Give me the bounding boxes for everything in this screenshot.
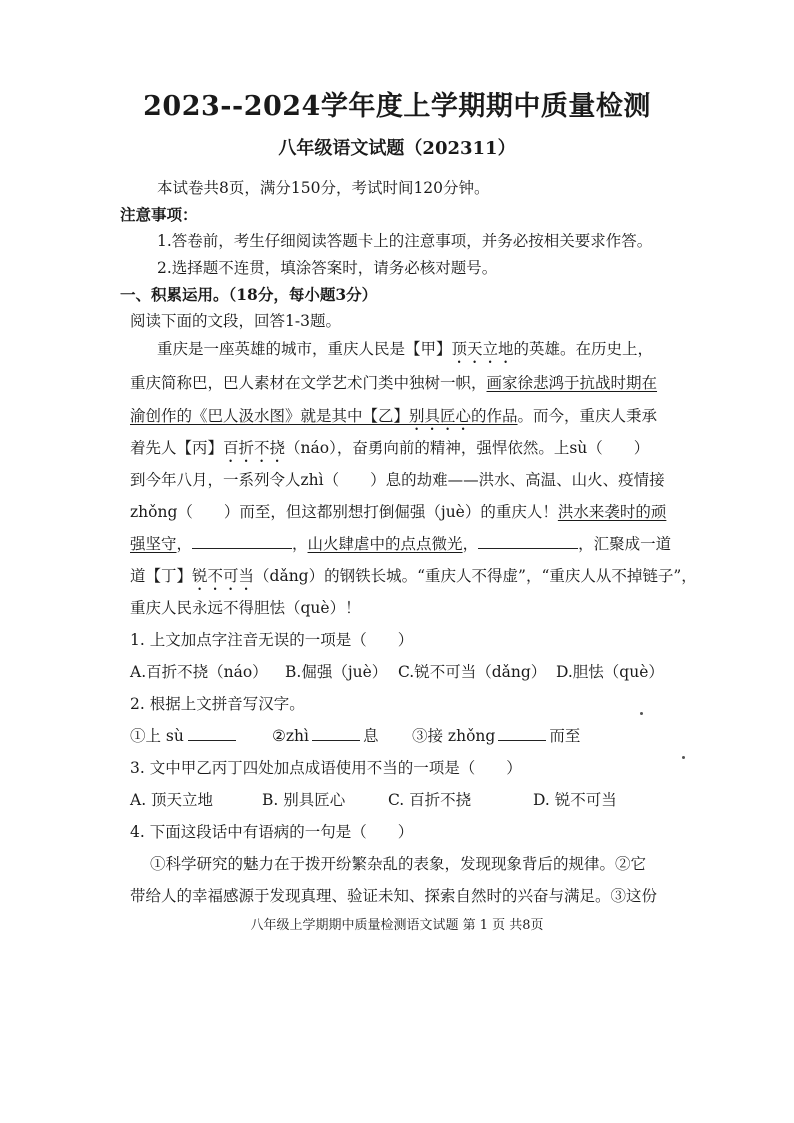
question-3-stem: 3. 文中甲乙丙丁四处加点成语使用不当的一项是（ ） xyxy=(130,759,522,777)
passage-line-4 xyxy=(130,436,649,466)
underlined-text: 画家徐悲鸿于抗战时期在 xyxy=(486,374,658,392)
question-3-option-a[interactable]: A. 顶天立地 xyxy=(130,791,214,809)
question-1-stem: 1. 上文加点字注音无误的一项是（ ） xyxy=(130,631,414,649)
passage-text: 的英雄。在历史上， xyxy=(513,340,654,358)
question-2-item-1 xyxy=(130,724,236,746)
idiom-yi: 别具匠心 xyxy=(409,407,472,425)
question-3-option-d[interactable]: D. 锐不可当 xyxy=(533,791,617,809)
passage-line-5: 到今年八月，一系列令人zhì（ ）息的劫难——洪水、高温、山火、疫情接 xyxy=(130,471,665,489)
idiom-jia: 顶天立地 xyxy=(451,340,514,358)
question-2-blank-3[interactable] xyxy=(498,725,546,742)
question-3-option-b[interactable]: B. 别具匠心 xyxy=(262,791,346,809)
idiom-ding: 锐不可当 xyxy=(192,567,255,585)
passage-text: 。而今，重庆人秉承 xyxy=(517,407,658,425)
question-4-line-1: ①科学研究的魅力在于拨开纷繁杂乱的表象，发现现象背后的规律。②它 xyxy=(150,855,647,873)
question-4-stem: 4. 下面这段话中有语病的一句是（ ） xyxy=(130,823,414,841)
underlined-text: 强坚守 xyxy=(130,535,177,553)
exam-title: 2023--2024学年度上学期期中质量检测 xyxy=(143,91,651,122)
idiom-bing: 百折不挠 xyxy=(223,439,286,457)
passage-text: （náo），奋勇向前的精神，强悍依然。上sù（ ） xyxy=(285,439,650,457)
question-1-option-d[interactable]: D.胆怯（què） xyxy=(556,663,664,681)
question-2-label: 息 xyxy=(363,727,379,745)
question-2-label: ③接 zhǒng xyxy=(412,727,496,745)
question-2-blank-2[interactable] xyxy=(312,725,360,742)
passage-text: 着先人【丙】 xyxy=(130,439,224,457)
passage-text: 道【丁】 xyxy=(130,567,193,585)
passage-line-1 xyxy=(157,337,653,367)
fill-blank-2[interactable] xyxy=(478,533,578,550)
passage-line-2 xyxy=(130,371,657,393)
fill-blank-1[interactable] xyxy=(192,533,292,550)
question-2-label: ②zhì xyxy=(272,727,310,745)
scan-speck xyxy=(682,756,685,759)
passage-line-9: 重庆人民永远不得胆怯（què）！ xyxy=(130,599,361,617)
question-1-option-b[interactable]: B.倔强（juè） xyxy=(285,663,388,681)
question-2-label: 而至 xyxy=(549,727,581,745)
passage-text: ， xyxy=(176,535,193,553)
passage-text: 重庆是一座英雄的城市，重庆人民是【甲】 xyxy=(157,340,452,358)
passage-line-8 xyxy=(130,564,697,594)
question-4-line-2: 带给人的幸福感源于发现真理、验证未知、探索自然时的兴奋与满足。③这份 xyxy=(130,887,658,905)
section1-instruction: 阅读下面的文段，回答1-3题。 xyxy=(130,312,341,330)
passage-text: （dǎng）的钢铁长城。“重庆人不得虚”，“重庆人从不掉链子”， xyxy=(254,567,697,585)
underlined-text: 洪水来袭时的顽 xyxy=(557,503,667,521)
passage-text: ， xyxy=(462,535,479,553)
section1-heading: 一、积累运用。（18分，每小题3分） xyxy=(120,285,378,304)
underlined-text: 渝创作的《巴人汲水图》就是其中【乙】 xyxy=(130,407,410,425)
passage-text: zhǒng（ ）而至，但这都别想打倒倔强（juè）的重庆人！ xyxy=(130,503,558,521)
exam-subtitle: 八年级语文试题（202311） xyxy=(278,138,516,159)
question-1-option-a[interactable]: A.百折不挠（náo） xyxy=(130,663,268,681)
notice-item-2: 2.选择题不连贯，填涂答案时，请务必核对题号。 xyxy=(157,259,498,277)
question-2-item-3 xyxy=(412,724,580,746)
page-footer: 八年级上学期期中质量检测语文试题 第 1 页 共8页 xyxy=(250,918,544,933)
underlined-text: 山火肆虐中的点点微光 xyxy=(307,535,463,553)
exam-info: 本试卷共8页，满分150分，考试时间120分钟。 xyxy=(157,179,490,197)
passage-line-7 xyxy=(130,532,671,554)
passage-text: ， xyxy=(292,535,308,553)
question-2-blank-1[interactable] xyxy=(188,725,236,742)
question-1-option-c[interactable]: C.锐不可当（dǎng） xyxy=(398,663,547,681)
underlined-text: 的作品 xyxy=(471,407,518,425)
scan-speck xyxy=(640,712,643,715)
question-3-option-c[interactable]: C. 百折不挠 xyxy=(388,791,472,809)
passage-text: 重庆简称巴，巴人素材在文学艺术门类中独树一帜， xyxy=(130,374,487,392)
notice-item-1: 1.答卷前，考生仔细阅读答题卡上的注意事项，并务必按相关要求作答。 xyxy=(157,232,653,250)
question-2-stem: 2. 根据上文拼音写汉字。 xyxy=(130,695,305,713)
question-2-item-2 xyxy=(272,724,379,746)
passage-text: ，汇聚成一道 xyxy=(578,535,672,553)
passage-line-6 xyxy=(130,500,666,522)
notice-heading: 注意事项： xyxy=(120,205,198,224)
passage-line-3 xyxy=(130,404,657,434)
question-2-label: ①上 sù xyxy=(130,727,184,745)
